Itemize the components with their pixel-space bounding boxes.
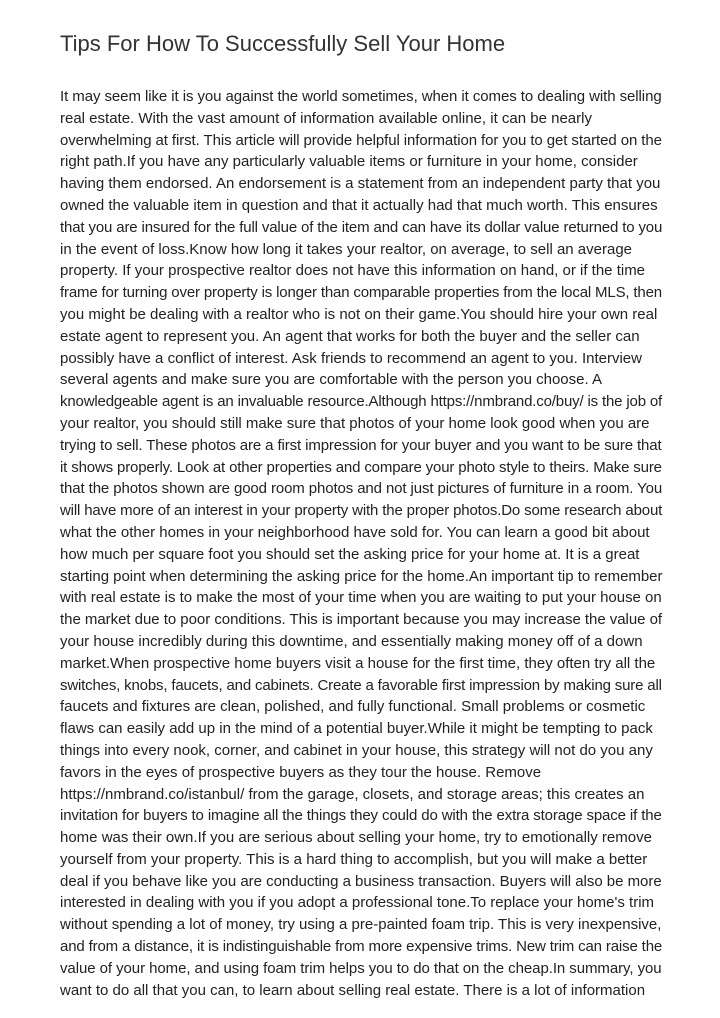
- article-line: your house incredibly during this downtime, and essentially making money off of a down: [60, 632, 643, 650]
- article-line: estate agent to represent you. An agent that works for both the buyer and the seller can: [60, 327, 640, 345]
- article-line: owned the valuable item in question and that it actually had that much worth. This ensures: [60, 196, 658, 214]
- article-line: what the other homes in your neighborhood have sold for. You can learn a good bit about: [60, 523, 650, 541]
- article-line: flaws can easily add up in the mind of a potential buyer.While it might be tempting to pack: [60, 720, 653, 738]
- article-line: things into every nook, corner, and cabinet in your house, this strategy will not do you any: [60, 741, 653, 759]
- article-line: will have more of an interest in your property with the proper photos.Do some research about: [60, 502, 663, 520]
- article-line: trying to sell. These photos are a first impression for your buyer and you want to be sure that: [60, 436, 662, 454]
- article-line: that the photos shown are good room photos and not just pictures of furniture in a room. You: [60, 480, 663, 498]
- article-line: property. If your prospective realtor does not have this information on hand, or if the time: [60, 262, 646, 280]
- article-line: and from a distance, it is indistinguishable from more expensive trims. New trim can raise the: [60, 938, 663, 956]
- article-line: you might be dealing with a realtor who is not on their game.You should hire your own real: [60, 305, 658, 323]
- article-line: favors in the eyes of prospective buyers as they tour the house. Remove: [60, 763, 542, 781]
- article-line: value of your home, and using foam trim helps you to do that on the cheap.In summary, you: [60, 959, 662, 977]
- article-line: how much per square foot you should set the asking price for your home at. It is a great: [60, 545, 640, 563]
- article-line: having them endorsed. An endorsement is a statement from an independent party that you: [60, 175, 661, 193]
- article-line: frame for turning over property is longer than comparable properties from the local MLS, then: [60, 284, 662, 302]
- article-line: with real estate is to make the most of your time when you are waiting to put your house on: [60, 589, 662, 607]
- article-body: [60, 86, 662, 1001]
- article-line: yourself from your property. This is a hard thing to accomplish, but you will make a better: [60, 850, 648, 868]
- page-title: Tips For How To Successfully Sell Your Home: [60, 31, 506, 56]
- article-line: invitation for buyers to imagine all the things they could do with the extra storage space if the: [60, 807, 662, 825]
- article-line: faucets and fixtures are clean, polished, and fully functional. Small problems or cosmetic: [60, 698, 646, 716]
- article-line: that you are insured for the full value of the item and can have its dollar value returned to you: [60, 218, 663, 236]
- article-line: real estate. With the vast amount of information available online, it can be nearly: [60, 109, 592, 127]
- article-line: market.When prospective home buyers visit a house for the first time, they often try all the: [60, 654, 656, 672]
- article-line: the market due to poor conditions. This is important because you may increase the value of: [60, 611, 663, 629]
- article-line: right path.If you have any particularly valuable items or furniture in your home, consider: [60, 153, 638, 171]
- article-line: It may seem like it is you against the world sometimes, when it comes to dealing with selling: [60, 88, 662, 105]
- article-line: in the event of loss.Know how long it takes your realtor, on average, to sell an average: [60, 240, 633, 258]
- article-line: starting point when determining the asking price for the home.An important tip to remember: [60, 567, 663, 585]
- article-line: deal if you behave like you are conducting a business transaction. Buyers will also be more: [60, 872, 662, 890]
- article-line: want to do all that you can, to learn about selling real estate. There is a lot of information: [60, 981, 646, 999]
- article-line: https://nmbrand.co/istanbul/ from the garage, closets, and storage areas; this creates an: [60, 785, 645, 803]
- article-line: overwhelming at first. This article will provide helpful information for you to get started on the: [60, 131, 662, 149]
- article-line: switches, knobs, faucets, and cabinets. Create a favorable first impression by making sure all: [60, 676, 662, 694]
- article-line: your realtor, you should still make sure that photos of your home look good when you are: [60, 414, 650, 432]
- article-line: home was their own.If you are serious about selling your home, try to emotionally remove: [60, 829, 652, 847]
- article-line: without spending a lot of money, try using a pre-painted foam trip. This is very inexpensive,: [60, 916, 662, 934]
- article-line: knowledgeable agent is an invaluable resource.Although https://nmbrand.co/buy/ is the job of: [60, 393, 663, 411]
- article-line: several agents and make sure you are comfortable with the person you choose. A: [60, 371, 602, 389]
- article-line: it shows properly. Look at other properties and compare your photo style to theirs. Make sure: [60, 458, 662, 476]
- article-line: possibly have a conflict of interest. Ask friends to recommend an agent to you. Interview: [60, 349, 642, 367]
- article-line: interested in dealing with you if you adopt a professional tone.To replace your home's trim: [60, 894, 655, 912]
